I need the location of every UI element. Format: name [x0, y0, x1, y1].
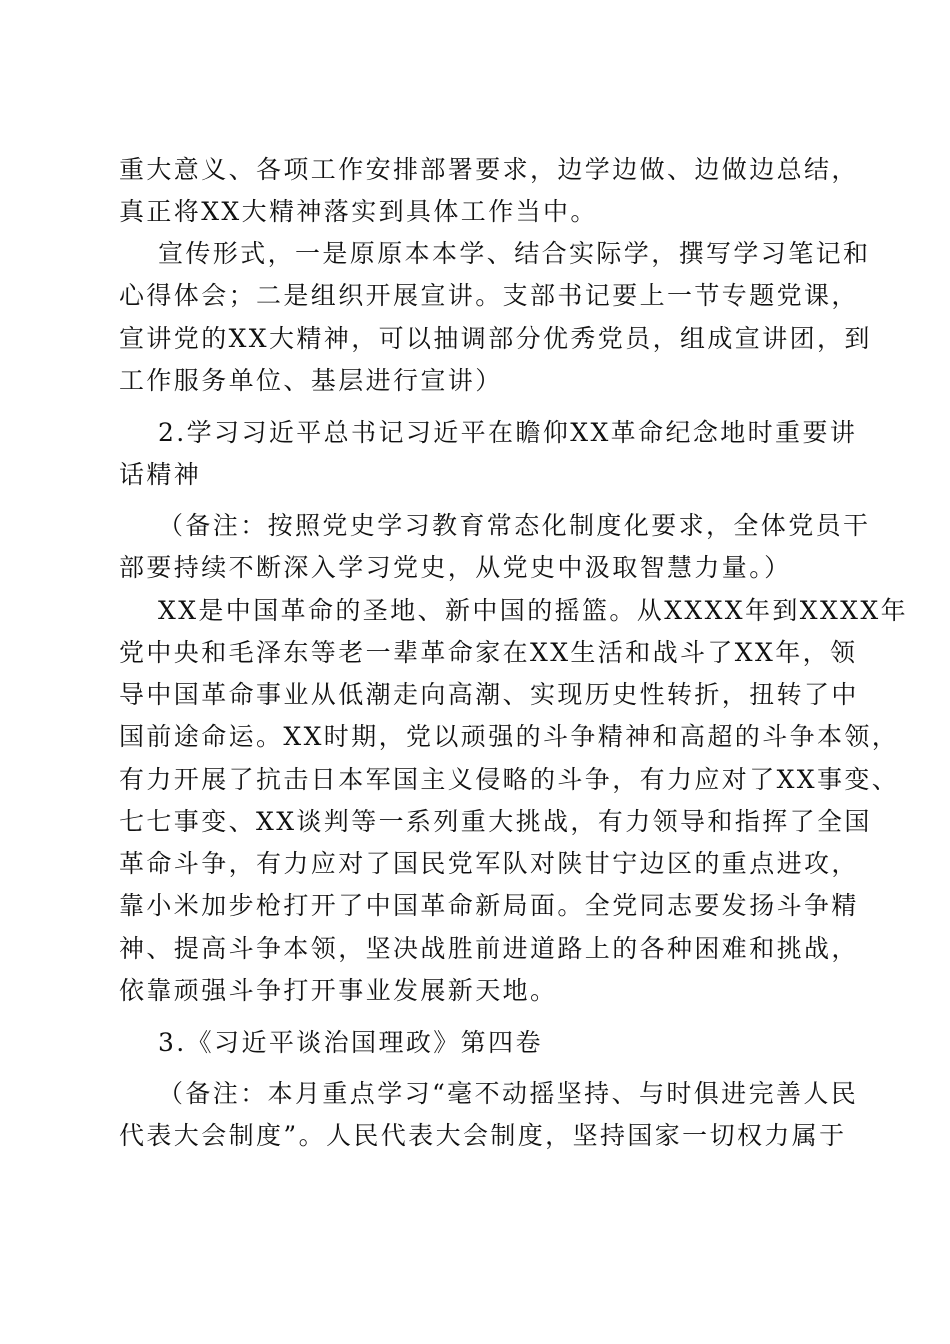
text-line: 国前途命运。XX时期，党以顽强的斗争精神和高超的斗争本领， — [119, 722, 900, 751]
text-line: 重大意义、各项工作安排部署要求，边学边做、边做边总结， — [119, 155, 859, 184]
text-line: 神、提高斗争本领，坚决战胜前进道路上的各种困难和挑战， — [119, 934, 859, 963]
section-heading-3: 3.《习近平谈治国理政》第四卷 — [158, 1028, 543, 1057]
text-line: 导中国革命事业从低潮走向高潮、实现历史性转折，扭转了中 — [119, 680, 859, 709]
paragraph-start-line: 宣传形式，一是原原本本学、结合实际学，撰写学习笔记和 — [158, 239, 871, 268]
section-heading-2-continued: 话精神 — [119, 460, 202, 489]
text-line: 工作服务单位、基层进行宣讲） — [119, 366, 503, 395]
text-line: 有力开展了抗击日本军国主义侵略的斗争，有力应对了XX事变、 — [119, 765, 900, 794]
text-line: 七七事变、XX谈判等一系列重大挑战，有力领导和指挥了全国 — [119, 807, 872, 836]
note-line: （备注：本月重点学习“毫不动摇坚持、与时俱进完善人民 — [158, 1079, 859, 1108]
text-line: 党中央和毛泽东等老一辈革命家在XX生活和战斗了XX年，领 — [119, 638, 858, 667]
note-line: （备注：按照党史学习教育常态化制度化要求，全体党员干 — [158, 511, 871, 540]
note-line: 部要持续不断深入学习党史，从党史中汲取智慧力量。） — [119, 553, 792, 582]
text-line: 革命斗争，有力应对了国民党军队对陕甘宁边区的重点进攻， — [119, 849, 859, 878]
text-line: 宣讲党的XX大精神，可以抽调部分优秀党员，组成宣讲团，到 — [119, 324, 872, 353]
paragraph-start-line: XX是中国革命的圣地、新中国的摇篮。从XXXX年到XXXX年 — [158, 596, 908, 625]
text-line: 依靠顽强斗争打开事业发展新天地。 — [119, 976, 558, 1005]
text-line: 心得体会；二是组织开展宣讲。支部书记要上一节专题党课， — [119, 281, 859, 310]
text-line: 真正将XX大精神落实到具体工作当中。 — [119, 197, 598, 226]
note-line: 代表大会制度”。人民代表大会制度，坚持国家一切权力属于 — [119, 1121, 847, 1150]
text-line: 靠小米加步枪打开了中国革命新局面。全党同志要发扬斗争精 — [119, 891, 859, 920]
section-heading-2: 2.学习习近平总书记习近平在瞻仰XX革命纪念地时重要讲 — [158, 418, 858, 447]
